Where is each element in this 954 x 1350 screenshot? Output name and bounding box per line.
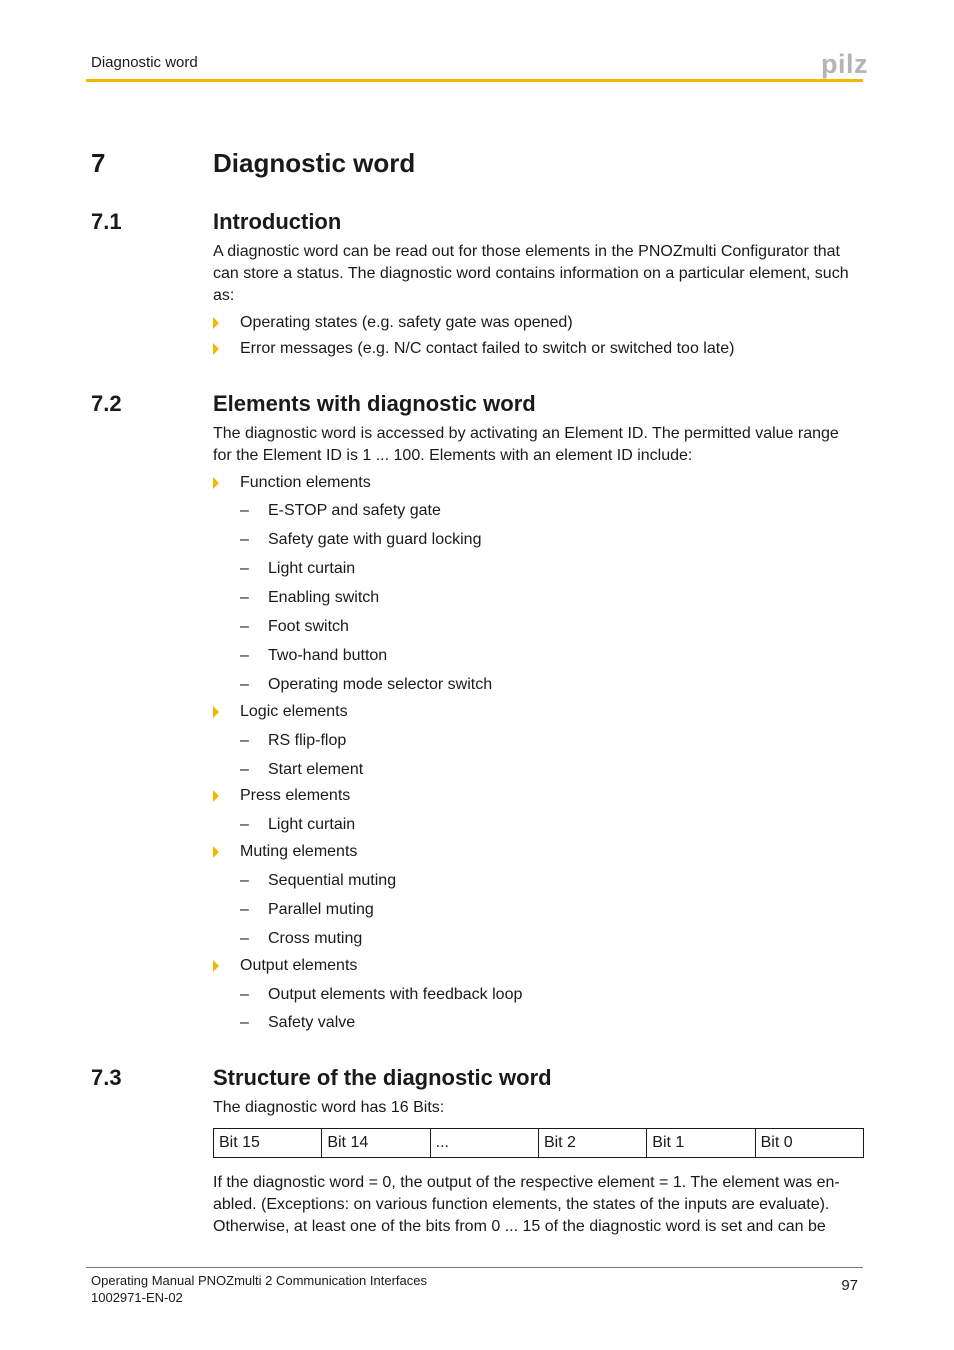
section-title-elements: Elements with diagnostic word (213, 391, 536, 416)
header-section-title: Diagnostic word (91, 54, 198, 71)
bit-cell: Bit 1 (647, 1129, 755, 1158)
structure-paragraph: If the diagnostic word = 0, the output of the respective element = 1. The element was enabled. (Exceptions: on various function elements, the states of the inputs are evaluate). Otherwise, at least one of the bits from 0 ... 15 of the diagnostic word is set and can be (213, 1174, 840, 1235)
triangle-bullet-icon (213, 317, 219, 329)
triangle-bullet-icon (213, 790, 219, 802)
bit-cell: Bit 0 (755, 1129, 863, 1158)
triangle-bullet-icon (213, 846, 219, 858)
section-title-introduction: Introduction (213, 209, 342, 234)
header-divider (86, 79, 863, 82)
bits-intro: The diagnostic word has 16 Bits: (213, 1099, 445, 1116)
footer-manual-title: Operating Manual PNOZmulti 2 Communication Interfaces (91, 1273, 427, 1288)
section-number-7-3: 7.3 (91, 1065, 122, 1090)
triangle-bullet-icon (213, 960, 219, 972)
triangle-bullet-icon (213, 477, 219, 489)
section-number-7-2: 7.2 (91, 391, 122, 416)
elements-paragraph: The diagnostic word is accessed by activating an Element ID. The permitted value range for the Element ID is 1 ... 100. Elements with an element ID include: (213, 425, 839, 464)
bits-table (213, 1128, 864, 1158)
bit-cell: ... (430, 1129, 538, 1158)
bit-cell: Bit 14 (322, 1129, 430, 1158)
triangle-bullet-icon (213, 706, 219, 718)
pilz-logo: pilz (821, 49, 868, 79)
section-title-structure: Structure of the diagnostic word (213, 1065, 552, 1090)
footer-doc-number: 1002971-EN-02 (91, 1290, 183, 1305)
footer-divider (86, 1267, 863, 1268)
triangle-bullet-icon (213, 343, 219, 355)
table-row (214, 1129, 864, 1158)
bit-cell: Bit 2 (538, 1129, 646, 1158)
section-number-7-1: 7.1 (91, 209, 122, 234)
chapter-title: Diagnostic word (213, 148, 416, 178)
page-number: 97 (841, 1277, 858, 1294)
intro-paragraph: A diagnostic word can be read out for those elements in the PNOZmulti Configurator that can store a status. The diagnostic word contains information on a particular element, such as: (213, 243, 849, 304)
bit-cell: Bit 15 (214, 1129, 322, 1158)
chapter-number: 7 (91, 148, 106, 178)
